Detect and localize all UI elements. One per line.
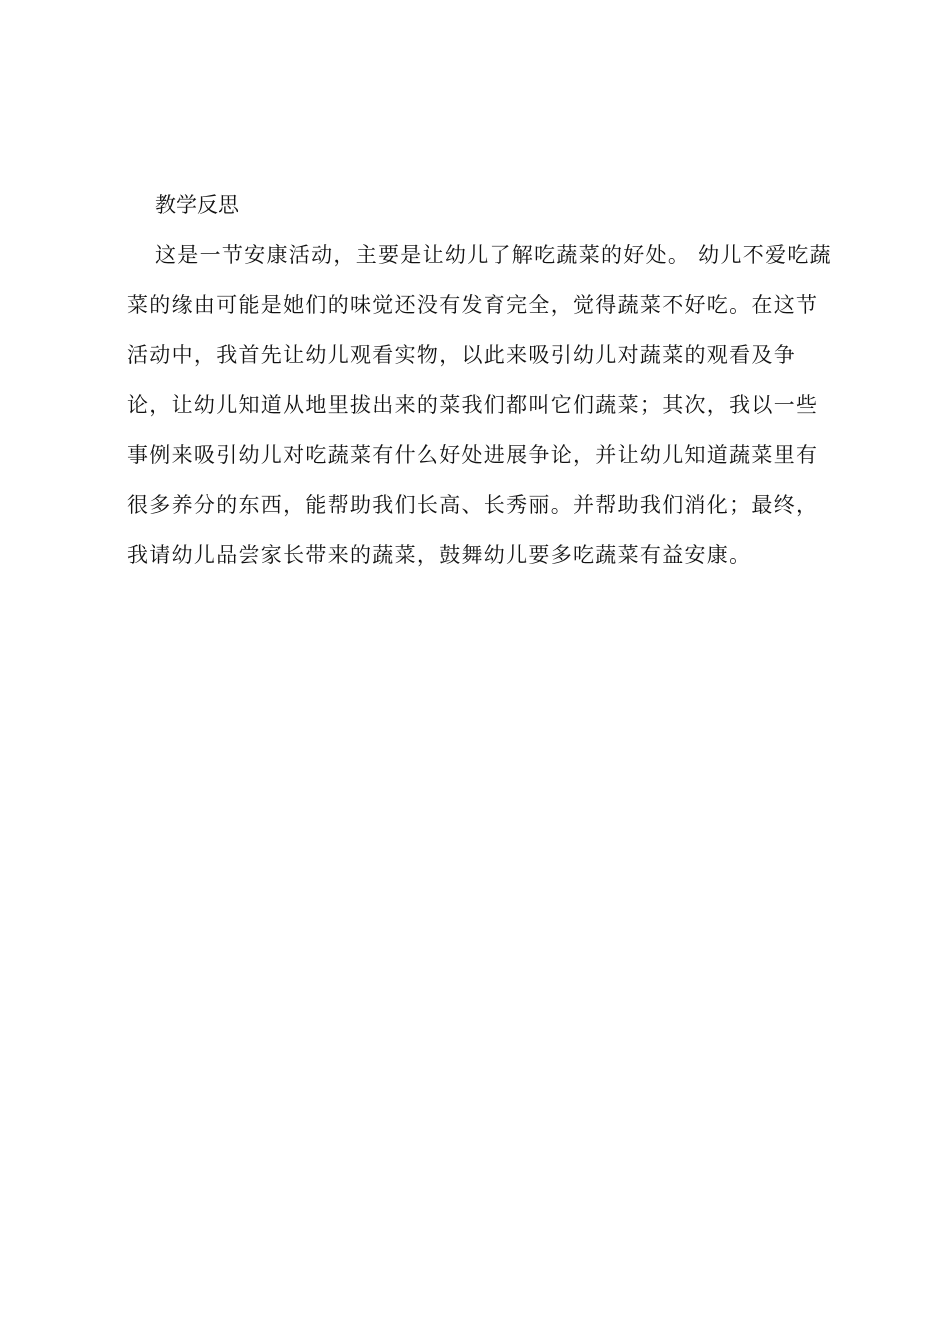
- reflection-paragraph: [127, 238, 847, 588]
- section-heading: 教学反思: [155, 193, 239, 217]
- paragraph-line: 活动中，我首先让幼儿观看实物，以此来吸引幼儿对蔬菜的观看及争: [127, 343, 796, 367]
- paragraph-line: 这是一节安康活动，主要是让幼儿了解吃蔬菜的好处。 幼儿不爱吃蔬: [155, 243, 832, 267]
- paragraph-line: 菜的缘由可能是她们的味觉还没有发育完全，觉得蔬菜不好吃。在这节: [127, 293, 819, 317]
- paragraph-line: 事例来吸引幼儿对吃蔬菜有什么好处进展争论，并让幼儿知道蔬菜里有: [127, 443, 819, 467]
- paragraph-line: 论，让幼儿知道从地里拔出来的菜我们都叫它们蔬菜；其次，我以一些: [127, 393, 819, 417]
- paragraph-line: 很多养分的东西，能帮助我们长高、长秀丽。并帮助我们消化；最终，: [127, 493, 819, 517]
- paragraph-line: 我请幼儿品尝家长带来的蔬菜，鼓舞幼儿要多吃蔬菜有益安康。: [127, 543, 752, 567]
